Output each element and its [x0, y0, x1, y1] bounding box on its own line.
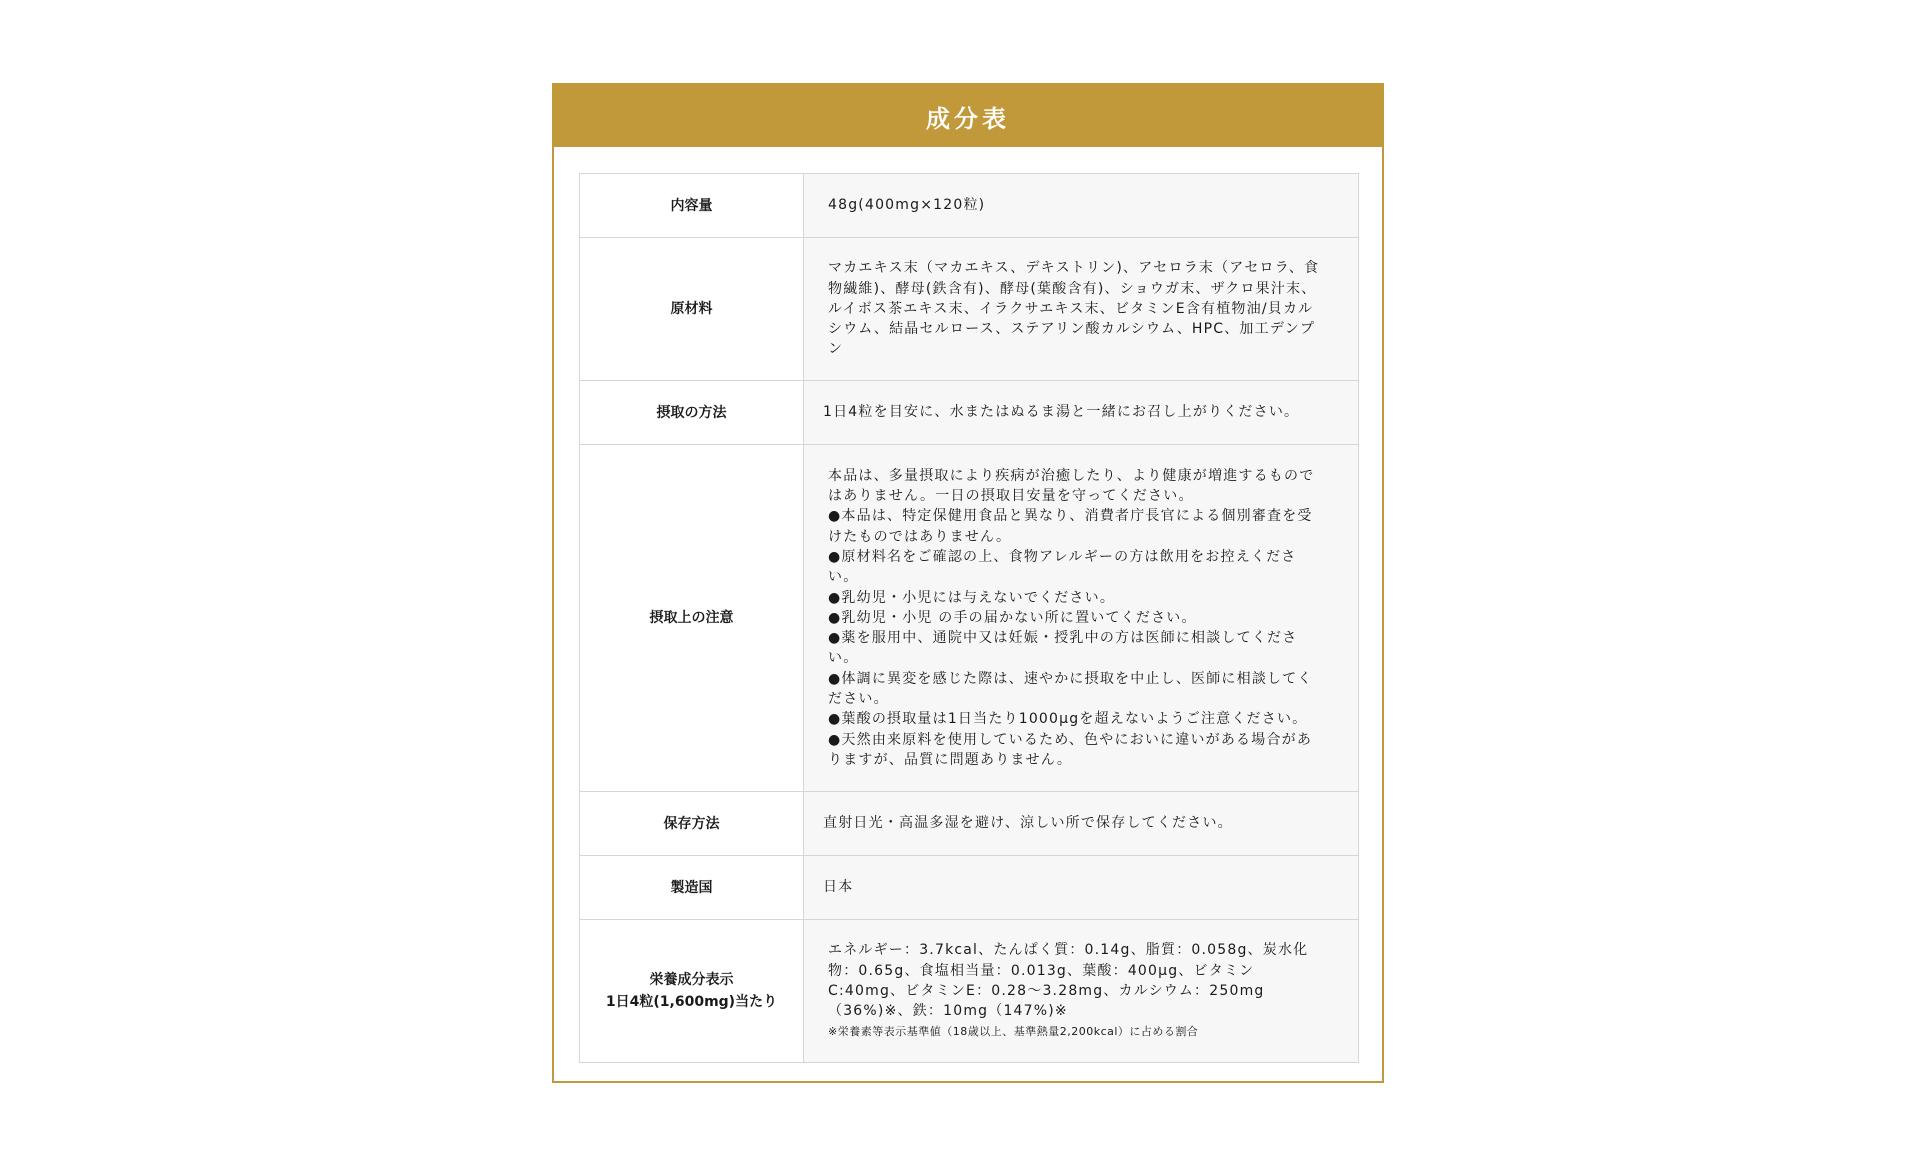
row-value [804, 920, 1359, 1063]
value-line: りますが、品質に問題ありません。 [828, 751, 1073, 768]
value-line: 本品は、多量摂取により疾病が治癒したり、より健康が増進するもので [828, 467, 1315, 484]
ingredients-table-wrapper [579, 173, 1359, 1063]
value-line: ●葉酸の摂取量は1日当たり1000μgを超えないようご注意ください。 [828, 711, 1308, 728]
value-line: 48g(400mg×120粒) [828, 197, 986, 214]
value-line: エネルギー：3.7kcal、たんぱく質：0.14g、脂質：0.058g、炭水化 [828, 942, 1309, 959]
table-row-nutrition [580, 920, 1359, 1063]
value-line: ルイボス茶エキス末、イラクサエキス末、ビタミンE含有植物油/貝カル [828, 300, 1314, 317]
value-line: （36%)※、鉄：10mg（147%)※ [828, 1003, 1068, 1020]
row-label: 原材料 [580, 238, 804, 381]
value-line: はありません。一日の摂取目安量を守ってください。 [828, 488, 1194, 505]
row-value [804, 445, 1359, 792]
row-label: 保存方法 [580, 792, 804, 856]
value-line: シウム、結晶セルロース、ステアリン酸カルシウム、HPC、加工デンプ [828, 321, 1316, 338]
row-label: 摂取の方法 [580, 381, 804, 445]
value-line: ●乳幼児・小児 の手の届かない所に置いてください。 [828, 609, 1197, 626]
panel-title: 成分表 [554, 85, 1382, 147]
row-value [804, 381, 1359, 445]
value-line: 直射日光・高温多湿を避け、涼しい所で保存してください。 [823, 815, 1233, 832]
row-value [804, 174, 1359, 238]
row-label: 摂取上の注意 [580, 445, 804, 792]
row-value [804, 238, 1359, 381]
nutrition-label-sub: 1日4粒(1,600mg)当たり [605, 994, 778, 1010]
value-line: ださい。 [828, 691, 889, 708]
value-line: ●薬を服用中、通院中又は妊娠・授乳中の方は医師に相談してくださ [828, 630, 1298, 647]
value-line: 物繊維)、酵母(鉄含有)、酵母(葉酸含有)、ショウガ末、ザクロ果汁末、 [828, 280, 1317, 297]
value-line: ●原材料名をご確認の上、食物アレルギーの方は飲用をお控えくださ [828, 548, 1297, 565]
row-label [580, 920, 804, 1063]
value-line: い。 [828, 650, 859, 667]
ingredients-panel [552, 83, 1384, 1083]
value-line: C:40mg、ビタミンE：0.28〜3.28mg、カルシウム：250mg [828, 983, 1265, 999]
ingredients-table [579, 173, 1359, 1063]
value-line: ●乳幼児・小児には与えないでください。 [828, 589, 1116, 606]
row-value [804, 792, 1359, 856]
table-row-country [580, 856, 1359, 920]
value-line: ●天然由来原料を使用しているため、色やにおいに違いがある場合があ [828, 731, 1313, 748]
value-line: 1日4粒を目安に、水またはぬるま湯と一緒にお召し上がりください。 [823, 404, 1300, 421]
row-value [804, 856, 1359, 920]
table-row-storage [580, 792, 1359, 856]
nutrition-footnote: ※栄養素等表示基準値（18歳以上、基準熱量2,200kcal）に占める割合 [828, 1024, 1199, 1038]
table-row-intake-method [580, 381, 1359, 445]
row-label: 製造国 [580, 856, 804, 920]
value-line: マカエキス末（マカエキス、デキストリン)、アセロラ末（アセロラ、食 [828, 260, 1320, 277]
nutrition-label: 栄養成分表示 [649, 972, 734, 988]
value-line: い。 [828, 569, 859, 586]
table-row-content-volume [580, 174, 1359, 238]
value-line: ン [828, 341, 844, 358]
value-line: けたものではありません。 [828, 528, 1012, 545]
value-line: ●体調に異変を感じた際は、速やかに摂取を中止し、医師に相談してく [828, 670, 1313, 687]
value-line: 物：0.65g、食塩相当量：0.013g、葉酸：400μg、ビタミン [828, 962, 1255, 979]
table-row-precautions [580, 445, 1359, 792]
table-row-ingredients [580, 238, 1359, 381]
value-line: ●本品は、特定保健用食品と異なり、消費者庁長官による個別審査を受 [828, 508, 1313, 525]
row-label: 内容量 [580, 174, 804, 238]
value-line: 日本 [823, 879, 854, 896]
